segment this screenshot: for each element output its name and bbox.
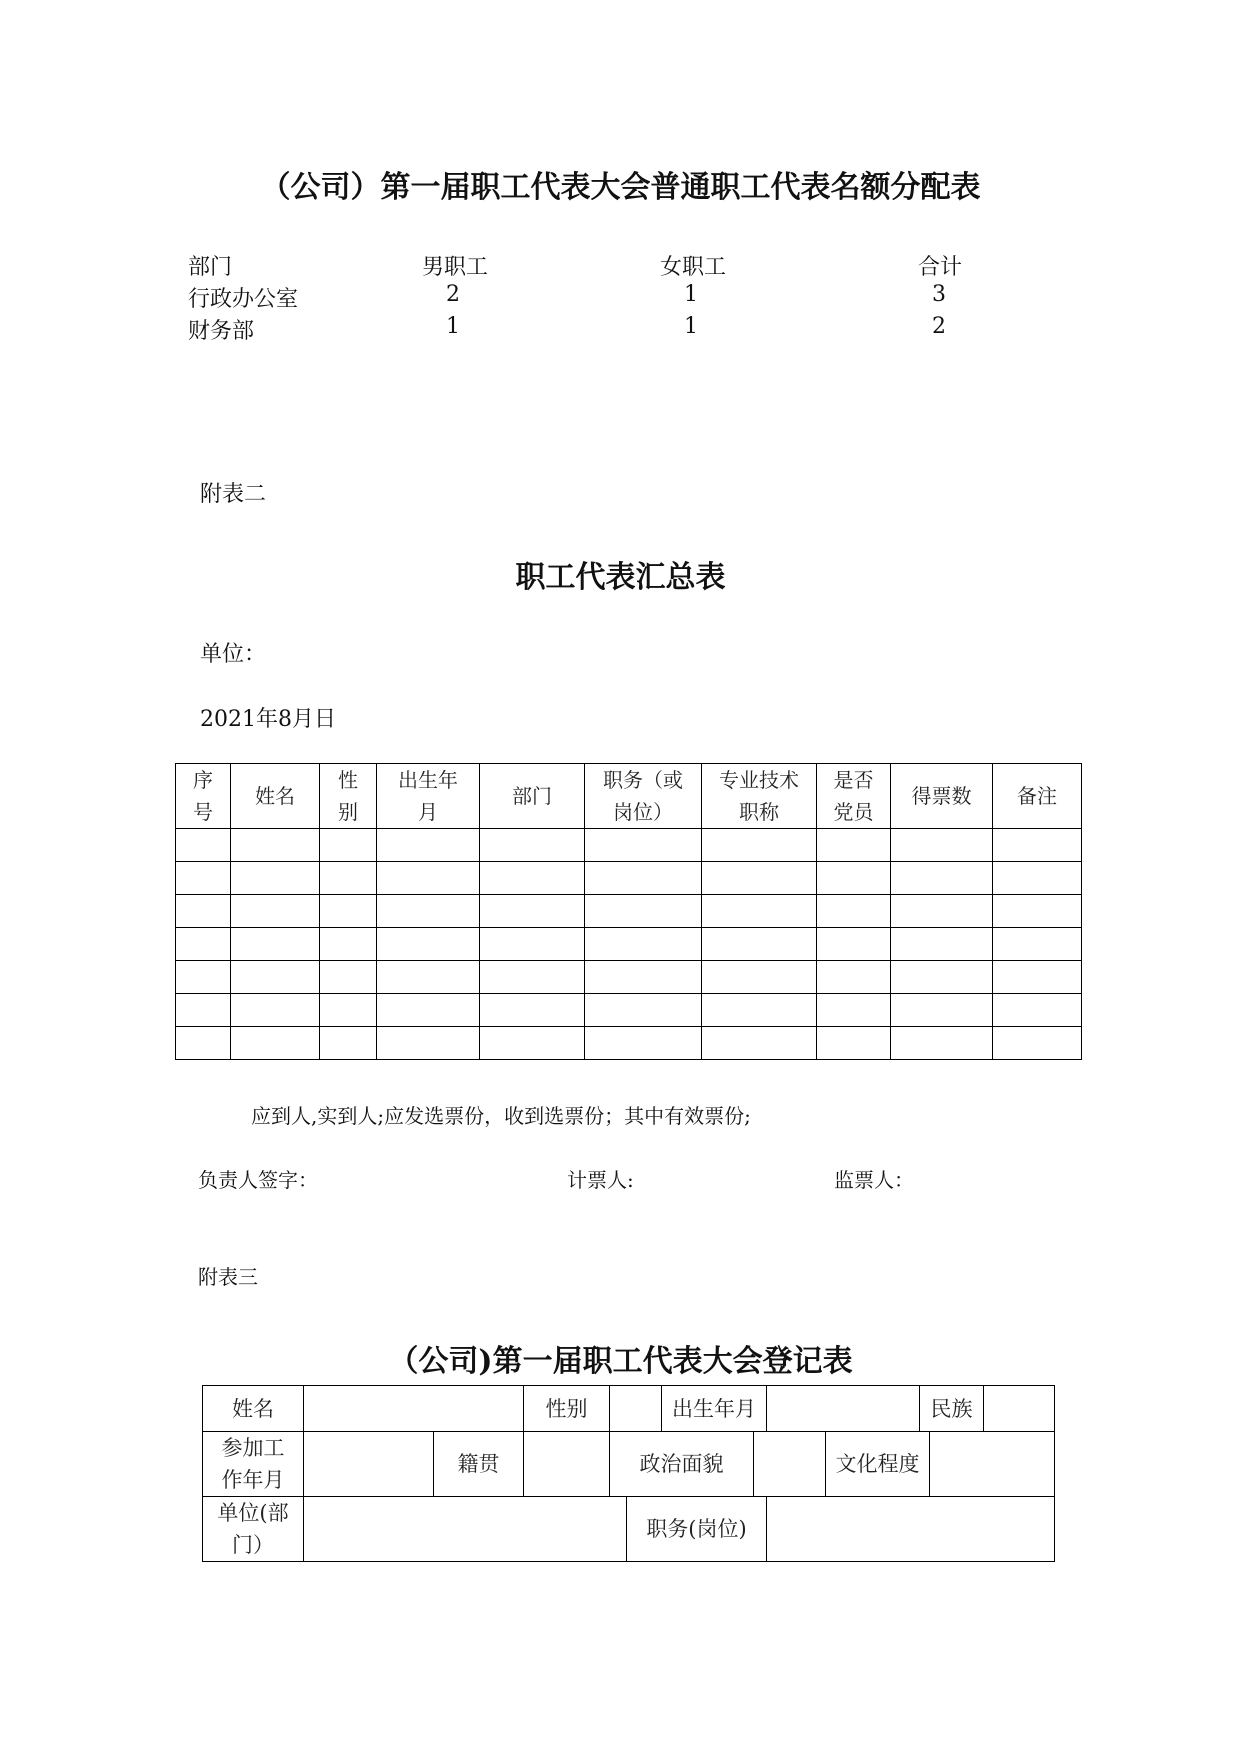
table-cell[interactable] (817, 895, 891, 928)
table-cell[interactable] (891, 895, 993, 928)
table-cell[interactable] (320, 994, 377, 1027)
table-cell[interactable] (480, 862, 585, 895)
quota-row-dept: 财务部 (188, 319, 255, 344)
table-cell[interactable] (377, 862, 480, 895)
sign-monitor: 监票人： (834, 1168, 914, 1192)
table-cell[interactable] (377, 1027, 480, 1060)
vote-line: 应到人,实到人;应发选票份，收到选票份；其中有效票份; (251, 1104, 751, 1128)
label-cell (203, 1497, 304, 1562)
table-cell[interactable] (480, 1027, 585, 1060)
table-cell[interactable] (480, 829, 585, 862)
quota-title: （公司）第一届职工代表大会普通职工代表名额分配表 (260, 170, 981, 205)
table-cell[interactable] (702, 994, 817, 1027)
label-cell (662, 1386, 767, 1432)
table-cell[interactable] (891, 994, 993, 1027)
table-cell[interactable] (702, 1027, 817, 1060)
register-row (203, 1497, 1055, 1562)
label-birth: 出生年月 (672, 1396, 757, 1421)
header-index: 序号 (193, 768, 213, 824)
sign-responsible: 负责人签字： (198, 1168, 318, 1192)
quota-row-total: 2 (932, 314, 946, 339)
appendix2-label: 附表二 (200, 482, 267, 507)
table-cell[interactable] (176, 1027, 231, 1060)
table-row (176, 928, 1082, 961)
table-cell[interactable] (993, 994, 1082, 1027)
input-work-start[interactable] (304, 1432, 434, 1497)
table-cell[interactable] (176, 895, 231, 928)
table-cell[interactable] (377, 928, 480, 961)
quota-header-total: 合计 (918, 255, 963, 280)
quota-header-female: 女职工 (660, 255, 727, 280)
header-remarks: 备注 (1017, 784, 1057, 808)
label-origin: 籍贯 (457, 1452, 500, 1476)
quota-row-female: 1 (684, 314, 698, 339)
table-cell[interactable] (176, 928, 231, 961)
table-cell[interactable] (176, 994, 231, 1027)
header-title: 专业技术职称 (719, 768, 799, 824)
input-birth[interactable] (767, 1386, 920, 1432)
table-row (176, 961, 1082, 994)
label-cell (826, 1432, 930, 1497)
header-dept: 部门 (512, 784, 552, 808)
table-cell[interactable] (480, 895, 585, 928)
table-cell[interactable] (585, 862, 702, 895)
label-cell (524, 1386, 610, 1432)
header-cell (320, 764, 377, 829)
table-row (176, 862, 1082, 895)
table-cell[interactable] (231, 1027, 320, 1060)
quota-row-male: 1 (446, 314, 460, 339)
label-cell (203, 1432, 304, 1497)
table-cell[interactable] (231, 829, 320, 862)
table-cell[interactable] (817, 961, 891, 994)
input-ethnic[interactable] (984, 1386, 1055, 1432)
table-cell[interactable] (993, 1027, 1082, 1060)
header-cell (702, 764, 817, 829)
label-work-start: 参加工作年月 (221, 1436, 285, 1492)
label-cell (203, 1386, 304, 1432)
header-cell (817, 764, 891, 829)
table-cell[interactable] (702, 895, 817, 928)
table-row (176, 994, 1082, 1027)
label-political: 政治面貌 (639, 1452, 724, 1476)
table-cell[interactable] (585, 994, 702, 1027)
input-origin[interactable] (524, 1432, 610, 1497)
label-ethnic: 民族 (930, 1396, 973, 1421)
table-cell[interactable] (320, 829, 377, 862)
header-gender: 性别 (338, 768, 358, 824)
table-cell[interactable] (817, 829, 891, 862)
header-votes: 得票数 (911, 784, 972, 808)
input-position[interactable] (767, 1497, 1055, 1562)
input-political[interactable] (754, 1432, 826, 1497)
header-cell (891, 764, 993, 829)
table-cell[interactable] (702, 961, 817, 994)
summary-table (175, 763, 1082, 1060)
table-cell[interactable] (176, 862, 231, 895)
table-cell[interactable] (585, 895, 702, 928)
quota-header-dept: 部门 (188, 255, 233, 280)
table-cell[interactable] (377, 961, 480, 994)
header-cell (993, 764, 1082, 829)
table-cell[interactable] (377, 829, 480, 862)
table-cell[interactable] (176, 829, 231, 862)
table-cell[interactable] (585, 1027, 702, 1060)
input-education[interactable] (930, 1432, 1055, 1497)
table-cell[interactable] (231, 862, 320, 895)
table-cell[interactable] (231, 928, 320, 961)
summary-header-row (176, 764, 1082, 829)
input-unit[interactable] (304, 1497, 627, 1562)
table-cell[interactable] (320, 928, 377, 961)
register-table (202, 1385, 1055, 1562)
table-row (176, 1027, 1082, 1060)
unit-label: 单位： (200, 642, 267, 667)
table-cell[interactable] (891, 862, 993, 895)
header-party: 是否党员 (833, 768, 874, 824)
table-cell[interactable] (891, 1027, 993, 1060)
header-position: 职务（或岗位） (603, 768, 683, 824)
label-education: 文化程度 (835, 1452, 920, 1476)
table-cell[interactable] (702, 862, 817, 895)
header-cell (176, 764, 231, 829)
table-cell[interactable] (231, 994, 320, 1027)
table-cell[interactable] (993, 895, 1082, 928)
table-cell[interactable] (993, 928, 1082, 961)
table-cell[interactable] (377, 895, 480, 928)
table-cell[interactable] (702, 928, 817, 961)
table-row (176, 829, 1082, 862)
label-name: 姓名 (232, 1396, 274, 1421)
header-name: 姓名 (255, 784, 295, 808)
quota-row-dept: 行政办公室 (188, 287, 299, 312)
table-cell[interactable] (702, 829, 817, 862)
label-gender: 性别 (545, 1396, 588, 1421)
label-cell (920, 1386, 984, 1432)
table-cell[interactable] (320, 1027, 377, 1060)
table-cell[interactable] (585, 829, 702, 862)
quota-row-female: 1 (684, 282, 698, 307)
header-birth: 出生年月 (398, 768, 458, 824)
appendix3-label: 附表三 (198, 1265, 258, 1289)
table-row (176, 895, 1082, 928)
register-title: （公司)第一届职工代表大会登记表 (388, 1344, 853, 1379)
table-cell[interactable] (320, 862, 377, 895)
input-gender[interactable] (610, 1386, 662, 1432)
table-cell[interactable] (231, 961, 320, 994)
table-cell[interactable] (176, 961, 231, 994)
register-row (203, 1386, 1055, 1432)
table-cell[interactable] (231, 895, 320, 928)
sign-counter: 计票人: (567, 1168, 634, 1192)
table-cell[interactable] (320, 961, 377, 994)
input-name[interactable] (304, 1386, 524, 1432)
label-unit: 单位(部门） (217, 1501, 289, 1557)
table-cell[interactable] (480, 994, 585, 1027)
table-cell[interactable] (480, 961, 585, 994)
summary-title: 职工代表汇总表 (515, 560, 726, 595)
table-cell[interactable] (817, 862, 891, 895)
register-row (203, 1432, 1055, 1497)
label-cell (434, 1432, 524, 1497)
label-position: 职务(岗位) (646, 1517, 747, 1541)
date-line: 2021年8月日 (200, 707, 336, 732)
header-cell (480, 764, 585, 829)
table-cell[interactable] (891, 928, 993, 961)
table-cell[interactable] (480, 928, 585, 961)
table-cell[interactable] (891, 961, 993, 994)
table-cell[interactable] (993, 862, 1082, 895)
table-cell[interactable] (377, 994, 480, 1027)
header-cell (377, 764, 480, 829)
table-cell[interactable] (993, 961, 1082, 994)
header-cell (231, 764, 320, 829)
quota-row-total: 3 (932, 282, 946, 307)
quota-row-male: 2 (446, 282, 460, 307)
table-cell[interactable] (817, 1027, 891, 1060)
table-cell[interactable] (891, 829, 993, 862)
table-cell[interactable] (817, 928, 891, 961)
quota-header-male: 男职工 (422, 255, 489, 280)
label-cell (627, 1497, 767, 1562)
table-cell[interactable] (817, 994, 891, 1027)
table-cell[interactable] (993, 829, 1082, 862)
label-cell (610, 1432, 754, 1497)
table-cell[interactable] (585, 928, 702, 961)
header-cell (585, 764, 702, 829)
table-cell[interactable] (585, 961, 702, 994)
table-cell[interactable] (320, 895, 377, 928)
